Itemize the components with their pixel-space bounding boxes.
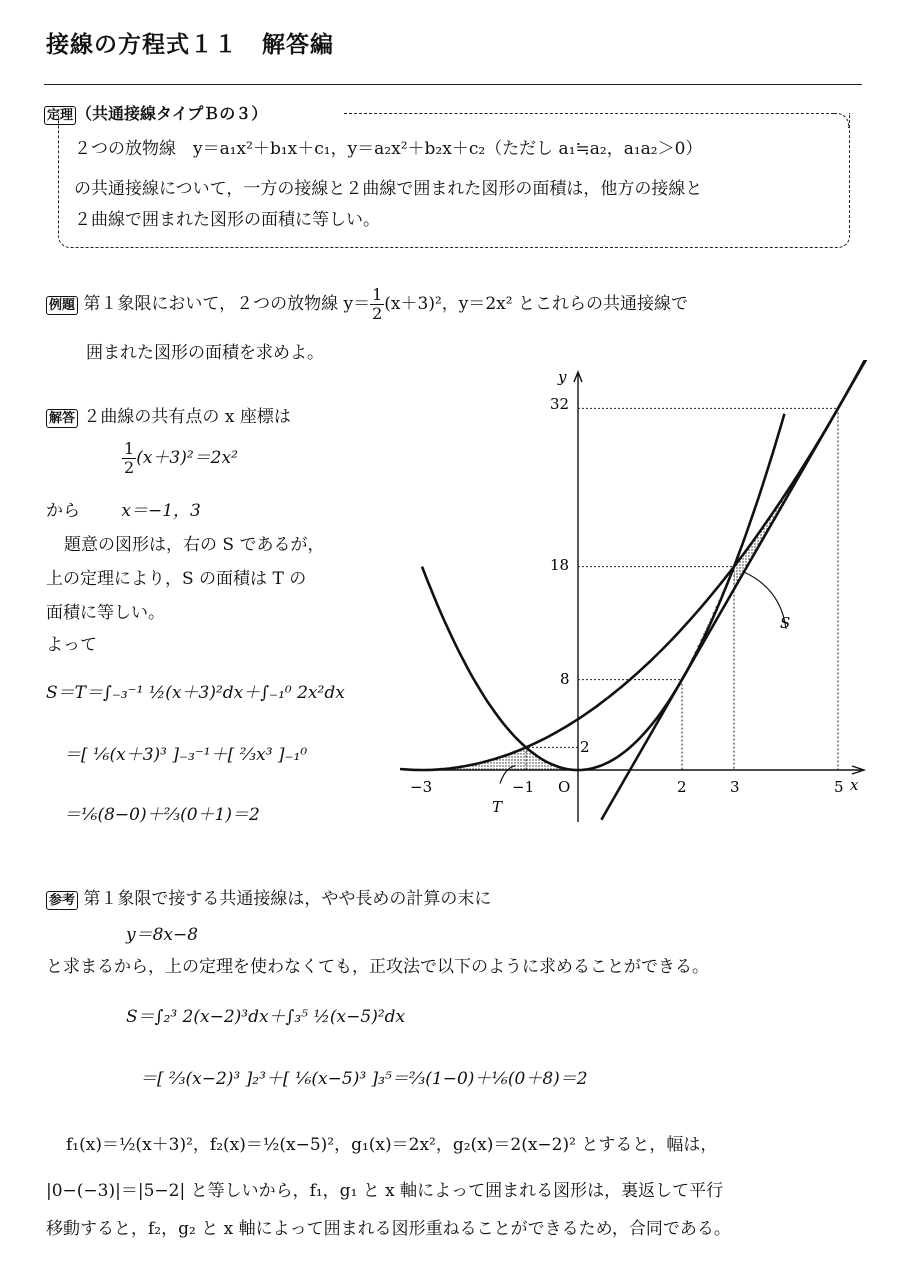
example-fraction: $\frac{1}{2}$ xyxy=(372,285,383,323)
example-line-1 xyxy=(46,286,688,323)
example-tag: 例題 xyxy=(46,296,78,315)
reference-equation-1: S＝∫₂³ 2(x−2)³dx＋∫₃⁵ ½(x−5)²dx xyxy=(126,1007,406,1027)
curve-f1 xyxy=(400,360,870,770)
title-divider xyxy=(44,84,862,85)
reference-line-4: f₁(x)＝½(x＋3)²，f₂(x)＝½(x−5)²，g₁(x)＝2x²，g₂(x)＝2(x−2)² とすると，幅は， xyxy=(66,1135,718,1155)
reference-line-6: 移動すると，f₂，g₂ と x 軸によって囲まれる図形重ねることができるため，合同である。 xyxy=(46,1219,731,1239)
reference-line-5: |0−(−3)|＝|5−2| と等しいから，f₁，g₁ と x 軸によって囲まれる図形は，裏返して平行 xyxy=(46,1181,724,1201)
origin-label: O xyxy=(558,778,571,796)
answer-equation-4: ＝⅙(8−0)＋⅔(0＋1)＝2 xyxy=(64,805,260,825)
guide-32 xyxy=(578,408,838,770)
graph xyxy=(400,360,870,830)
x-tick-neg1: −1 xyxy=(512,778,535,796)
answer-equation-1 xyxy=(122,440,238,477)
answer-text-from: から xyxy=(46,501,80,521)
answer-line-4: 題意の図形は，右の S であるが， xyxy=(64,535,325,555)
x-axis-label: x xyxy=(850,776,859,794)
theorem-line-2: の共通接線について，一方の接線と２曲線で囲まれた図形の面積は，他方の接線と xyxy=(74,179,703,199)
answer-line-6: 面積に等しい。 xyxy=(46,603,165,623)
answer-text-1: ２曲線の共有点の x 座標は xyxy=(83,407,291,427)
reference-line-3: と求まるから，上の定理を使わなくても，正攻法で以下のように求めることができる。 xyxy=(46,957,709,977)
curve-g1 xyxy=(422,414,784,770)
x-tick-2: 2 xyxy=(677,778,687,796)
theorem-tag: 定理 xyxy=(44,106,76,125)
reference-equation-2: ＝[ ⅔(x−2)³ ]₂³＋[ ⅙(x−5)³ ]₃⁵＝⅔(1−0)＋⅙(0＋8)＝2 xyxy=(140,1069,588,1089)
page-title: 接線の方程式１１ 解答編 xyxy=(46,32,334,58)
y-tick-18: 18 xyxy=(550,556,570,574)
x-tick-neg3: −3 xyxy=(410,778,433,796)
example-line-2: 囲まれた図形の面積を求めよ。 xyxy=(86,343,324,363)
answer-eq1-fraction: $\frac{1}{2}$ xyxy=(124,439,135,477)
reference-line-1 xyxy=(46,884,491,910)
example-text-a: 第１象限において，２つの放物線 y＝ xyxy=(83,294,371,314)
reference-line-2: y＝8x−8 xyxy=(126,925,199,945)
answer-equation-2: S＝T＝∫₋₃⁻¹ ½(x＋3)²dx＋∫₋₁⁰ 2x²dx xyxy=(46,683,345,703)
answer-line-1 xyxy=(46,402,291,428)
answer-eq1-rest: (x＋3)²＝2x² xyxy=(136,448,238,468)
answer-line-3 xyxy=(46,496,201,521)
y-tick-32: 32 xyxy=(550,395,570,413)
example-text-b: (x＋3)²，y＝2x² とこれらの共通接線で xyxy=(384,294,688,314)
region-T-label: T xyxy=(492,798,503,816)
reference-tag: 参考 xyxy=(46,891,78,910)
theorem-line-3: ２曲線で囲まれた図形の面積に等しい。 xyxy=(74,210,380,230)
answer-tag: 解答 xyxy=(46,409,78,428)
y-tick-8: 8 xyxy=(560,670,570,688)
x-tick-3: 3 xyxy=(730,778,740,796)
guide-8 xyxy=(578,680,682,770)
region-S-label: S xyxy=(780,614,791,632)
answer-equation-3: ＝[ ⅙(x＋3)³ ]₋₃⁻¹＋[ ⅔x³ ]₋₁⁰ xyxy=(64,745,308,765)
y-tick-2: 2 xyxy=(580,738,590,756)
reference-text-1: 第１象限で接する共通接線は，やや長めの計算の末に xyxy=(83,889,492,909)
answer-solutions: x＝−1，3 xyxy=(121,501,201,521)
y-axis-label: y xyxy=(558,368,567,386)
answer-line-7: よって xyxy=(46,635,97,655)
x-tick-5: 5 xyxy=(834,778,844,796)
theorem-title: （共通接線タイプＢの３） xyxy=(76,104,268,123)
answer-line-5: 上の定理により，S の面積は T の xyxy=(46,569,307,589)
theorem-line-1: ２つの放物線 y＝a₁x²＋b₁x＋c₁，y＝a₂x²＋b₂x＋c₂（ただし a₁≒a₂，a₁a₂＞0） xyxy=(74,139,703,159)
